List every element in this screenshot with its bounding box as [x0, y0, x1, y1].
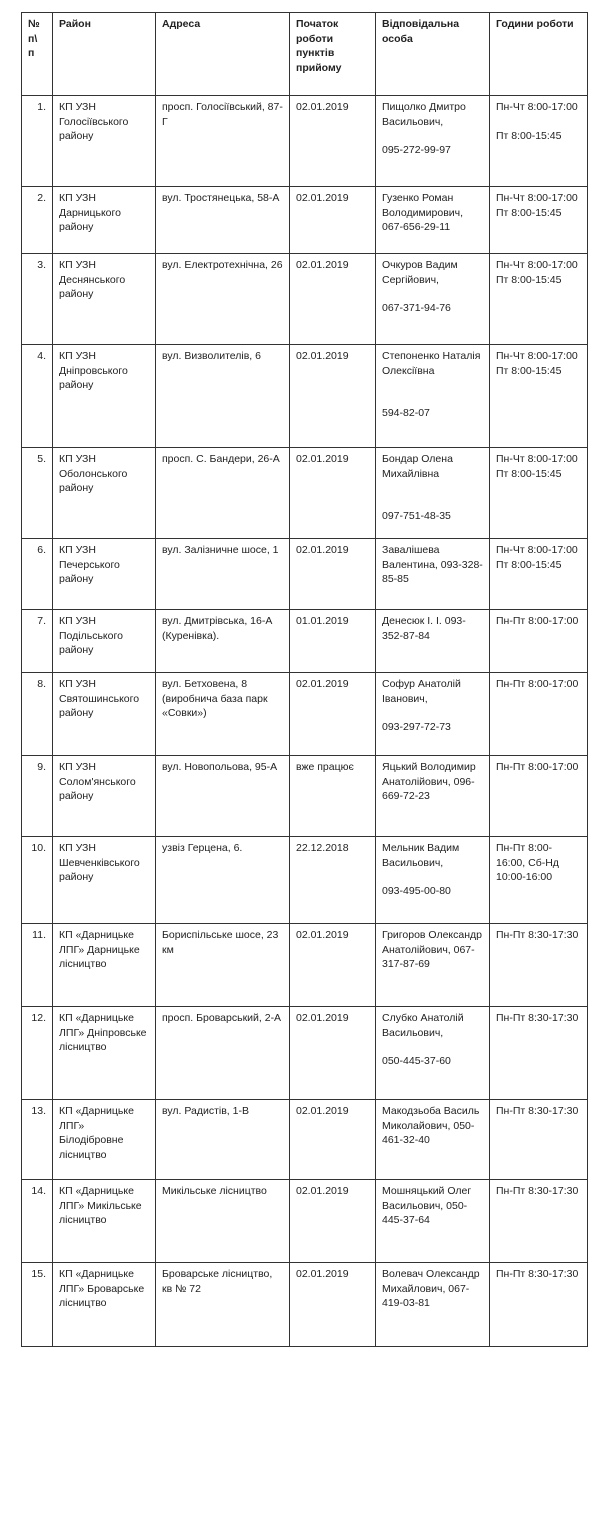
- cell-address: вул. Електротехнічна, 26: [156, 254, 290, 345]
- cell-person: [376, 1263, 490, 1347]
- table-row: [22, 1100, 588, 1180]
- person-name: Очкуров Вадим Сергійович,: [382, 259, 458, 286]
- cell-district: КП «Дарницьке ЛПГ» Дніпровське лісництво: [53, 1007, 156, 1100]
- hours-main: Пн-Чт 8:00-17:00 Пт 8:00-15:45: [496, 192, 578, 219]
- cell-district: КП УЗН Оболонського району: [53, 448, 156, 539]
- cell-start: 02.01.2019: [290, 448, 376, 539]
- cell-district: КП УЗН Печерського району: [53, 539, 156, 610]
- cell-start: 02.01.2019: [290, 924, 376, 1007]
- cell-address: вул. Залізничне шосе, 1: [156, 539, 290, 610]
- cell-hours: [490, 756, 588, 837]
- cell-start: 02.01.2019: [290, 539, 376, 610]
- hours-main: Пн-Пт 8:30-17:30: [496, 1268, 579, 1280]
- cell-hours: [490, 96, 588, 187]
- cell-spacer: [382, 1040, 483, 1054]
- cell-person: [376, 673, 490, 756]
- person-name: Макодзьоба Василь Миколайович, 050-461-32-40: [382, 1105, 480, 1146]
- person-name: Григоров Олександр Анатолійович, 067-317-87-69: [382, 929, 482, 970]
- cell-address: Броварське лісництво, кв № 72: [156, 1263, 290, 1347]
- cell-num: 8.: [22, 673, 53, 756]
- person-phone: 093-297-72-73: [382, 721, 451, 733]
- cell-person: [376, 1100, 490, 1180]
- cell-hours: [490, 837, 588, 924]
- cell-person: [376, 187, 490, 254]
- person-name: Пищолко Дмитро Васильович,: [382, 101, 466, 128]
- header-person: Відповідальна особа: [376, 13, 490, 96]
- hours-main: Пн-Пт 8:00-16:00, Сб-Нд 10:00-16:00: [496, 842, 559, 883]
- cell-district: КП УЗН Деснянського району: [53, 254, 156, 345]
- cell-hours: [490, 1100, 588, 1180]
- cell-start: 02.01.2019: [290, 345, 376, 448]
- person-name: Волевач Олександр Михайлович, 067-419-03-81: [382, 1268, 480, 1309]
- cell-district: КП «Дарницьке ЛПГ» Микільське лісництво: [53, 1180, 156, 1263]
- cell-num: 11.: [22, 924, 53, 1007]
- cell-start: 02.01.2019: [290, 1007, 376, 1100]
- person-name: Яцький Володимир Анатолійович, 096-669-72-23: [382, 761, 476, 802]
- cell-num: 7.: [22, 610, 53, 673]
- cell-spacer: [382, 287, 483, 301]
- cell-district: КП УЗН Голосіївського району: [53, 96, 156, 187]
- cell-person: [376, 837, 490, 924]
- cell-address: узвіз Герцена, 6.: [156, 837, 290, 924]
- cell-num: 12.: [22, 1007, 53, 1100]
- cell-address: Микільське лісництво: [156, 1180, 290, 1263]
- cell-start: вже працює: [290, 756, 376, 837]
- cell-person: [376, 1007, 490, 1100]
- cell-num: 2.: [22, 187, 53, 254]
- table-row: [22, 1007, 588, 1100]
- cell-num: 14.: [22, 1180, 53, 1263]
- cell-district: КП «Дарницьке ЛПГ» Броварське лісництво: [53, 1263, 156, 1347]
- table-row: [22, 345, 588, 448]
- person-phone: 067-371-94-76: [382, 302, 451, 314]
- cell-district: КП УЗН Святошинського району: [53, 673, 156, 756]
- cell-spacer: [382, 378, 483, 392]
- cell-district: КП «Дарницьке ЛПГ» Дарницьке лісництво: [53, 924, 156, 1007]
- table-row: [22, 96, 588, 187]
- header-row: [22, 13, 588, 96]
- cell-spacer: [382, 129, 483, 143]
- cell-start: 02.01.2019: [290, 1263, 376, 1347]
- cell-spacer: [382, 392, 483, 406]
- person-phone: 093-495-00-80: [382, 885, 451, 897]
- cell-district: КП УЗН Солом'янського району: [53, 756, 156, 837]
- cell-address: вул. Дмитрівська, 16-А (Куренівка).: [156, 610, 290, 673]
- cell-num: 13.: [22, 1100, 53, 1180]
- cell-address: вул. Радистів, 1-В: [156, 1100, 290, 1180]
- table-row: [22, 1180, 588, 1263]
- cell-district: КП «Дарницьке ЛПГ» Білодібровне лісництво: [53, 1100, 156, 1180]
- cell-hours: [490, 448, 588, 539]
- cell-spacer: [382, 481, 483, 495]
- person-name: Слубко Анатолій Васильович,: [382, 1012, 464, 1039]
- table-row: [22, 924, 588, 1007]
- person-name: Мельник Вадим Васильович,: [382, 842, 460, 869]
- person-name: Гузенко Роман Володимирович, 067-656-29-11: [382, 192, 464, 233]
- cell-start: 22.12.2018: [290, 837, 376, 924]
- cell-person: [376, 345, 490, 448]
- header-district: Район: [53, 13, 156, 96]
- cell-district: КП УЗН Дарницького району: [53, 187, 156, 254]
- cell-spacer: [382, 870, 483, 884]
- cell-hours: [490, 345, 588, 448]
- person-name: Бондар Олена Михайлівна: [382, 453, 453, 480]
- cell-start: 02.01.2019: [290, 187, 376, 254]
- cell-person: [376, 448, 490, 539]
- cell-person: [376, 924, 490, 1007]
- hours-main: Пн-Пт 8:00-17:00: [496, 761, 579, 773]
- cell-address: просп. С. Бандери, 26-А: [156, 448, 290, 539]
- cell-num: 4.: [22, 345, 53, 448]
- hours-main: Пн-Пт 8:30-17:30: [496, 1185, 579, 1197]
- cell-num: 5.: [22, 448, 53, 539]
- header-num: № п\ п: [22, 13, 53, 96]
- table-row: [22, 1263, 588, 1347]
- person-name: Денесюк І. І. 093-352-87-84: [382, 615, 466, 642]
- hours-main: Пн-Чт 8:00-17:00 Пт 8:00-15:45: [496, 544, 578, 571]
- table-row: [22, 756, 588, 837]
- cell-hours: [490, 924, 588, 1007]
- person-phone: 095-272-99-97: [382, 144, 451, 156]
- cell-address: Бориспільське шосе, 23 км: [156, 924, 290, 1007]
- cell-district: КП УЗН Шевченківського району: [53, 837, 156, 924]
- cell-hours: [490, 187, 588, 254]
- cell-person: [376, 610, 490, 673]
- hours-main: Пн-Пт 8:30-17:30: [496, 1012, 579, 1024]
- cell-hours: [490, 1180, 588, 1263]
- cell-spacer: [382, 706, 483, 720]
- person-name: Степоненко Наталія Олексіївна: [382, 350, 481, 377]
- person-name: Софур Анатолій Іванович,: [382, 678, 461, 705]
- cell-person: [376, 1180, 490, 1263]
- cell-district: КП УЗН Подільського району: [53, 610, 156, 673]
- cell-person: [376, 539, 490, 610]
- cell-address: просп. Голосіївський, 87-Г: [156, 96, 290, 187]
- cell-person: [376, 756, 490, 837]
- cell-person: [376, 96, 490, 187]
- cell-hours: [490, 1263, 588, 1347]
- cell-hours: [490, 1007, 588, 1100]
- cell-hours: [490, 673, 588, 756]
- hours-friday: Пт 8:00-15:45: [496, 129, 562, 142]
- cell-hours: [490, 539, 588, 610]
- hours-main: Пн-Пт 8:30-17:30: [496, 929, 579, 941]
- hours-main: Пн-Чт 8:00-17:00 Пт 8:00-15:45: [496, 350, 578, 377]
- hours-main: Пн-Чт 8:00-17:00 Пт 8:00-15:45: [496, 259, 578, 286]
- cell-address: вул. Новопольова, 95-А: [156, 756, 290, 837]
- header-hours: Години роботи: [490, 13, 588, 96]
- cell-address: вул. Визволителів, 6: [156, 345, 290, 448]
- cell-person: [376, 254, 490, 345]
- table-row: [22, 610, 588, 673]
- cell-num: 15.: [22, 1263, 53, 1347]
- cell-start: 02.01.2019: [290, 673, 376, 756]
- person-name: Мошняцький Олег Васильович, 050-445-37-64: [382, 1185, 472, 1226]
- cell-address: вул. Бетховена, 8 (виробнича база парк «Совки»): [156, 673, 290, 756]
- collection-points-table: [21, 12, 588, 1347]
- header-start: Початок роботи пунктів прийому: [290, 13, 376, 96]
- cell-spacer: [496, 115, 581, 129]
- hours-main: Пн-Чт 8:00-17:00: [496, 101, 578, 113]
- table-row: [22, 673, 588, 756]
- person-phone: 050-445-37-60: [382, 1055, 451, 1067]
- cell-start: 02.01.2019: [290, 1100, 376, 1180]
- table-row: [22, 448, 588, 539]
- table-row: [22, 837, 588, 924]
- cell-start: 02.01.2019: [290, 96, 376, 187]
- cell-hours: [490, 254, 588, 345]
- cell-start: 01.01.2019: [290, 610, 376, 673]
- cell-start: 02.01.2019: [290, 254, 376, 345]
- cell-hours: [490, 610, 588, 673]
- cell-num: 6.: [22, 539, 53, 610]
- cell-address: просп. Броварський, 2-А: [156, 1007, 290, 1100]
- table-row: [22, 539, 588, 610]
- cell-num: 1.: [22, 96, 53, 187]
- cell-spacer: [382, 495, 483, 509]
- hours-main: Пн-Чт 8:00-17:00 Пт 8:00-15:45: [496, 453, 578, 480]
- header-address: Адреса: [156, 13, 290, 96]
- hours-main: Пн-Пт 8:30-17:30: [496, 1105, 579, 1117]
- table-row: [22, 254, 588, 345]
- person-name: Завалішева Валентина, 093-328-85-85: [382, 544, 483, 585]
- cell-num: 10.: [22, 837, 53, 924]
- person-phone: 594-82-07: [382, 407, 430, 419]
- cell-start: 02.01.2019: [290, 1180, 376, 1263]
- cell-num: 3.: [22, 254, 53, 345]
- cell-address: вул. Тростянецька, 58-А: [156, 187, 290, 254]
- cell-district: КП УЗН Дніпровського району: [53, 345, 156, 448]
- hours-main: Пн-Пт 8:00-17:00: [496, 615, 579, 627]
- person-phone: 097-751-48-35: [382, 510, 451, 522]
- cell-num: 9.: [22, 756, 53, 837]
- hours-main: Пн-Пт 8:00-17:00: [496, 678, 579, 690]
- table-row: [22, 187, 588, 254]
